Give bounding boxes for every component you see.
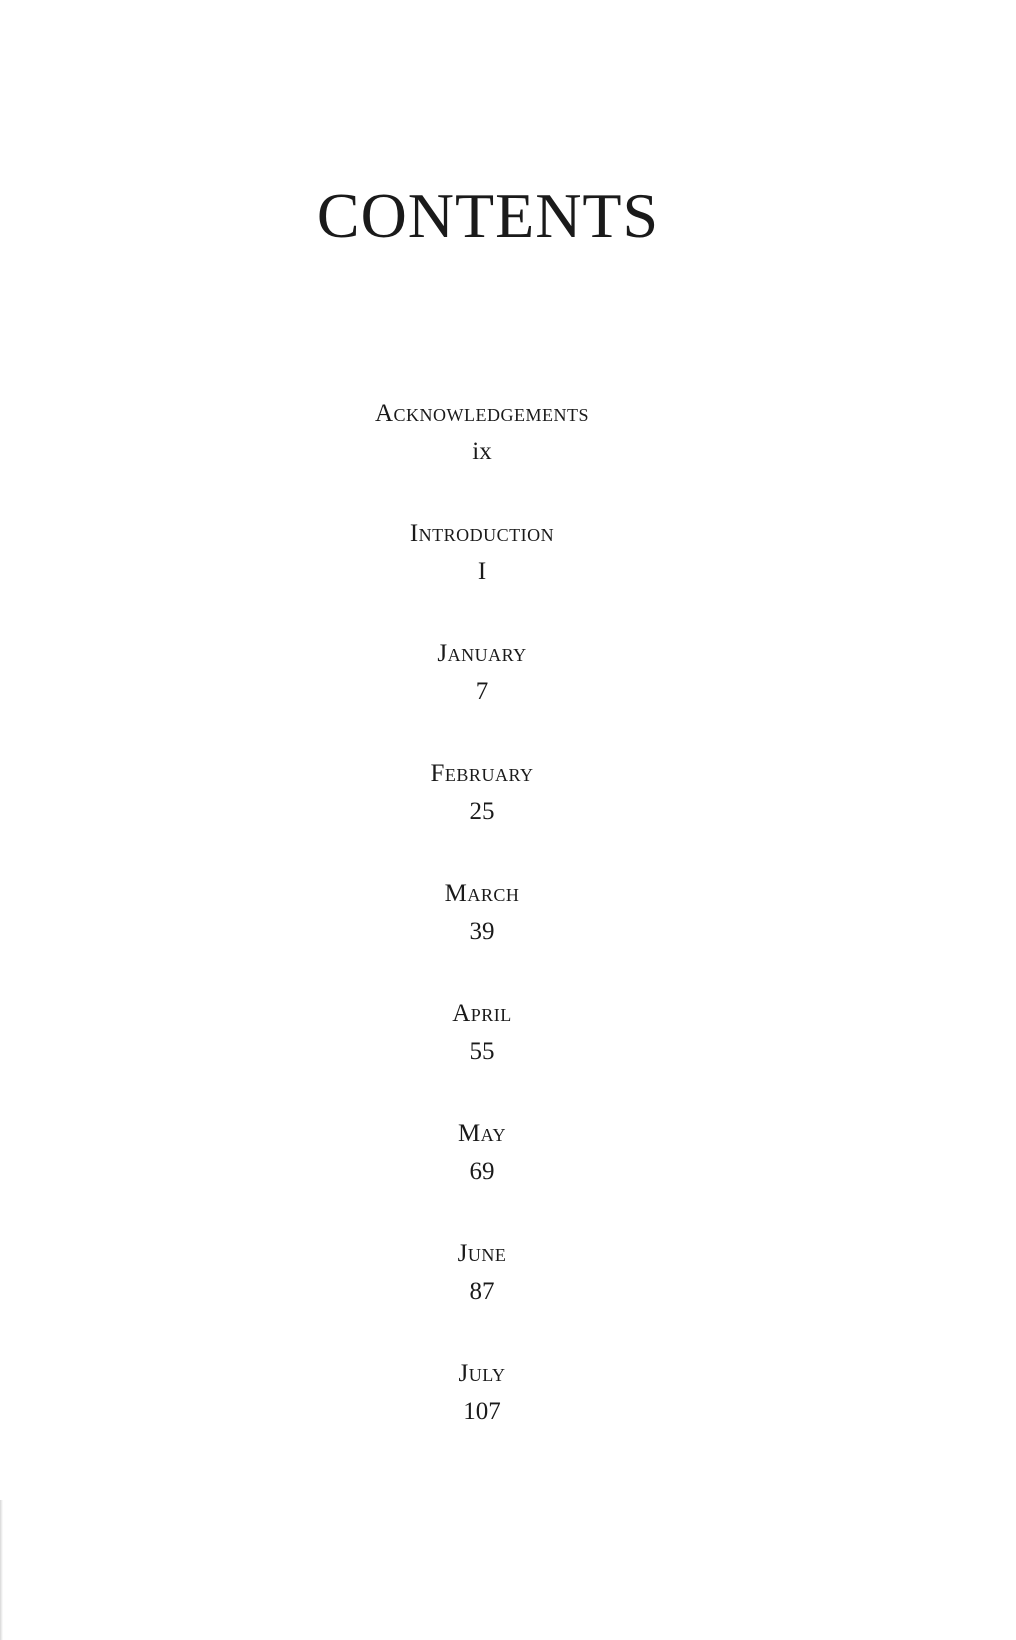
toc-entry-title: Introduction [409,520,555,547]
toc-entry-march [0,880,1016,1000]
toc-entry-acknowledgements [0,400,1016,520]
toc-entry-page-number: 7 [475,678,489,705]
table-of-contents [0,400,1016,1480]
toc-entry-july [0,1360,1016,1480]
toc-entry-page-number: 87 [469,1278,495,1305]
toc-entry-june [0,1240,1016,1360]
toc-entry-title: March [444,880,520,907]
toc-entry-page-number: ix [472,438,492,465]
toc-entry-introduction [0,520,1016,640]
page-edge-shadow [0,1500,3,1640]
toc-entry-page-number: 107 [463,1398,501,1425]
toc-entry-page-number: 69 [469,1158,495,1185]
page-title [0,180,1016,252]
toc-entry-may [0,1120,1016,1240]
toc-entry-january [0,640,1016,760]
toc-entry-page-number: 55 [469,1038,495,1065]
toc-entry-page-number: 25 [469,798,495,825]
toc-entry-february [0,760,1016,880]
toc-entry-title: July [458,1360,506,1387]
toc-entry-title: January [437,640,527,667]
toc-entry-title: Acknowledgements [374,400,590,427]
toc-entry-title: February [430,760,534,787]
toc-entry-title: April [452,1000,512,1027]
toc-entry-title: June [457,1240,507,1267]
toc-entry-page-number: 39 [469,918,495,945]
page-title-text: CONTENTS [316,180,660,251]
toc-entry-title: May [457,1120,507,1147]
toc-entry-page-number: I [477,558,487,585]
toc-entry-april [0,1000,1016,1120]
